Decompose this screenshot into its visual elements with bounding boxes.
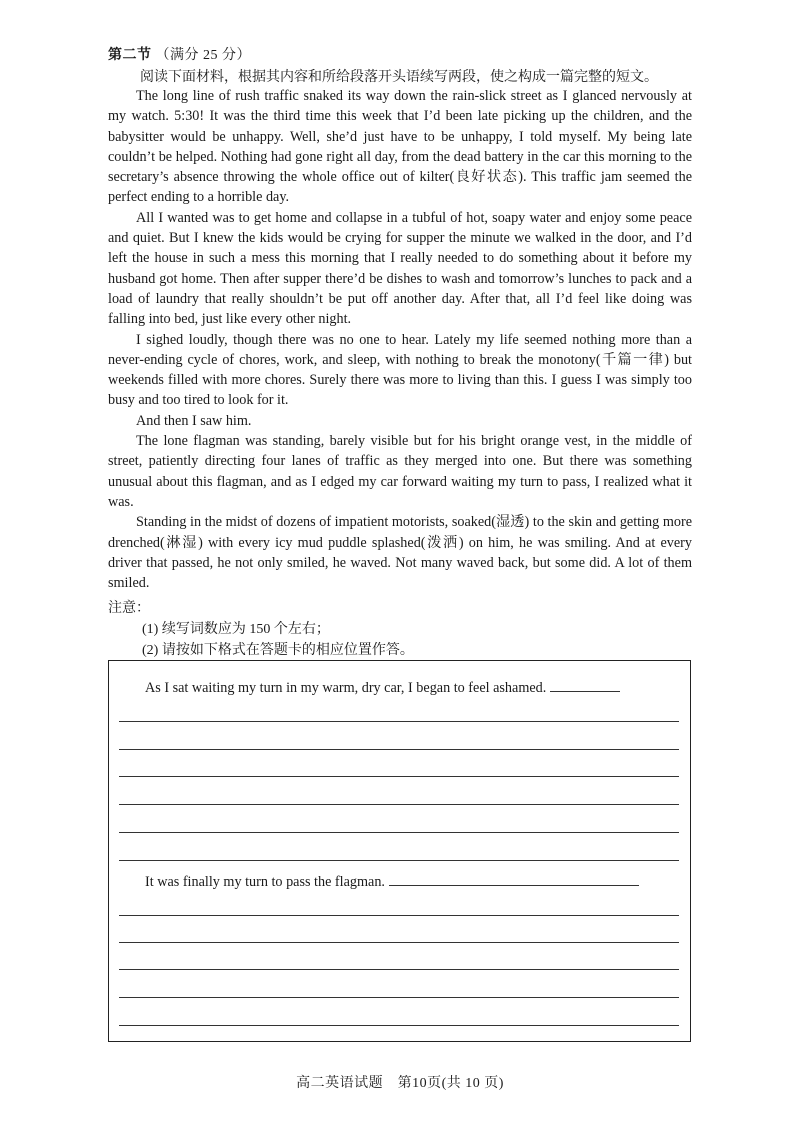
passage-paragraph: Standing in the midst of dozens of impatient motorists, soaked(湿透) to the skin and getting more drenched(淋湿) with every icy mud puddle splashed(泼洒) on him, he was smiling. And at every driver that passed, he not only smiled, he waved. Not many waved back, but some did. A lot of them smiled. bbox=[108, 514, 692, 592]
section-heading bbox=[108, 44, 251, 64]
reading-passage bbox=[108, 86, 692, 593]
section-score: （满分 25 分） bbox=[155, 48, 251, 63]
answer-box bbox=[108, 660, 691, 1042]
paragraph-starter-1 bbox=[145, 679, 620, 697]
section-title: 第二节 bbox=[108, 48, 152, 63]
passage-paragraph: The long line of rush traffic snaked its way down the rain-slick street as I glanced nervously at my watch. 5:30! It was the third time this week that I’d been late picking up the children, and the babysitter would be unhappy. Well, she’d just have to be unhappy, I told myself. My being late couldn’t be helped. Nothing had gone right all day, from the dead battery in the car this morning to the secretary’s absence throwing the whole office out of kilter(良好状态). This traffic jam seemed the perfect ending to a horrible day. bbox=[108, 88, 692, 206]
writing-line[interactable] bbox=[119, 804, 679, 805]
notes-heading: 注意： bbox=[108, 601, 150, 616]
starter-2-blank[interactable] bbox=[389, 873, 639, 886]
passage-paragraph: The lone flagman was standing, barely visible but for his bright orange vest, in the middle of street, patiently directing four lanes of traffic as they merged into one. But there was something unusual about this flagman, and as I edged my car forward waiting my turn to pass, I realized what it was. bbox=[108, 433, 692, 510]
writing-line[interactable] bbox=[119, 832, 679, 833]
writing-line[interactable] bbox=[119, 1025, 679, 1026]
writing-line[interactable] bbox=[119, 915, 679, 916]
writing-line[interactable] bbox=[119, 860, 679, 861]
passage-paragraph: I sighed loudly, though there was no one to hear. Lately my life seemed nothing more than a never-ending cycle of chores, work, and sleep, with nothing to break the monotony(千篇一律) but weekends filled with more chores. Surely there was more to living than this. I guess I was simply too busy and too tired to look for it. bbox=[108, 331, 692, 409]
note-item: (2) 请按如下格式在答题卡的相应位置作答。 bbox=[142, 643, 414, 658]
page-footer: 高二英语试题 第10页(共 10 页) bbox=[296, 1076, 504, 1091]
writing-line[interactable] bbox=[119, 749, 679, 750]
writing-line[interactable] bbox=[119, 776, 679, 777]
starter-2-text: It was finally my turn to pass the flagman. bbox=[145, 874, 385, 890]
section-instruction: 阅读下面材料，根据其内容和所给段落开头语续写两段，使之构成一篇完整的短文。 bbox=[140, 70, 658, 85]
notes-section bbox=[108, 598, 414, 661]
writing-line[interactable] bbox=[119, 721, 679, 722]
passage-paragraph: All I wanted was to get home and collapse in a tubful of hot, soapy water and enjoy some peace and quiet. But I knew the kids would be crying for supper the minute we walked in the door, and I’d left the house in such a mess this morning that I really needed to do something about it before my husband got home. Then after supper there’d be dishes to wash and tomorrow’s lunches to pack and a load of laundry that really shouldn’t be put off another day. After that, all I’d feel like doing was falling into bed, just like every other night. bbox=[108, 209, 692, 328]
writing-line[interactable] bbox=[119, 997, 679, 998]
starter-1-blank[interactable] bbox=[550, 679, 620, 692]
paragraph-starter-2 bbox=[145, 873, 639, 891]
writing-line[interactable] bbox=[119, 969, 679, 970]
writing-line[interactable] bbox=[119, 942, 679, 943]
passage-paragraph: And then I saw him. bbox=[136, 412, 252, 429]
starter-1-text: As I sat waiting my turn in my warm, dry car, I began to feel ashamed. bbox=[145, 680, 547, 696]
note-item: (1) 续写词数应为 150 个左右； bbox=[142, 622, 330, 637]
